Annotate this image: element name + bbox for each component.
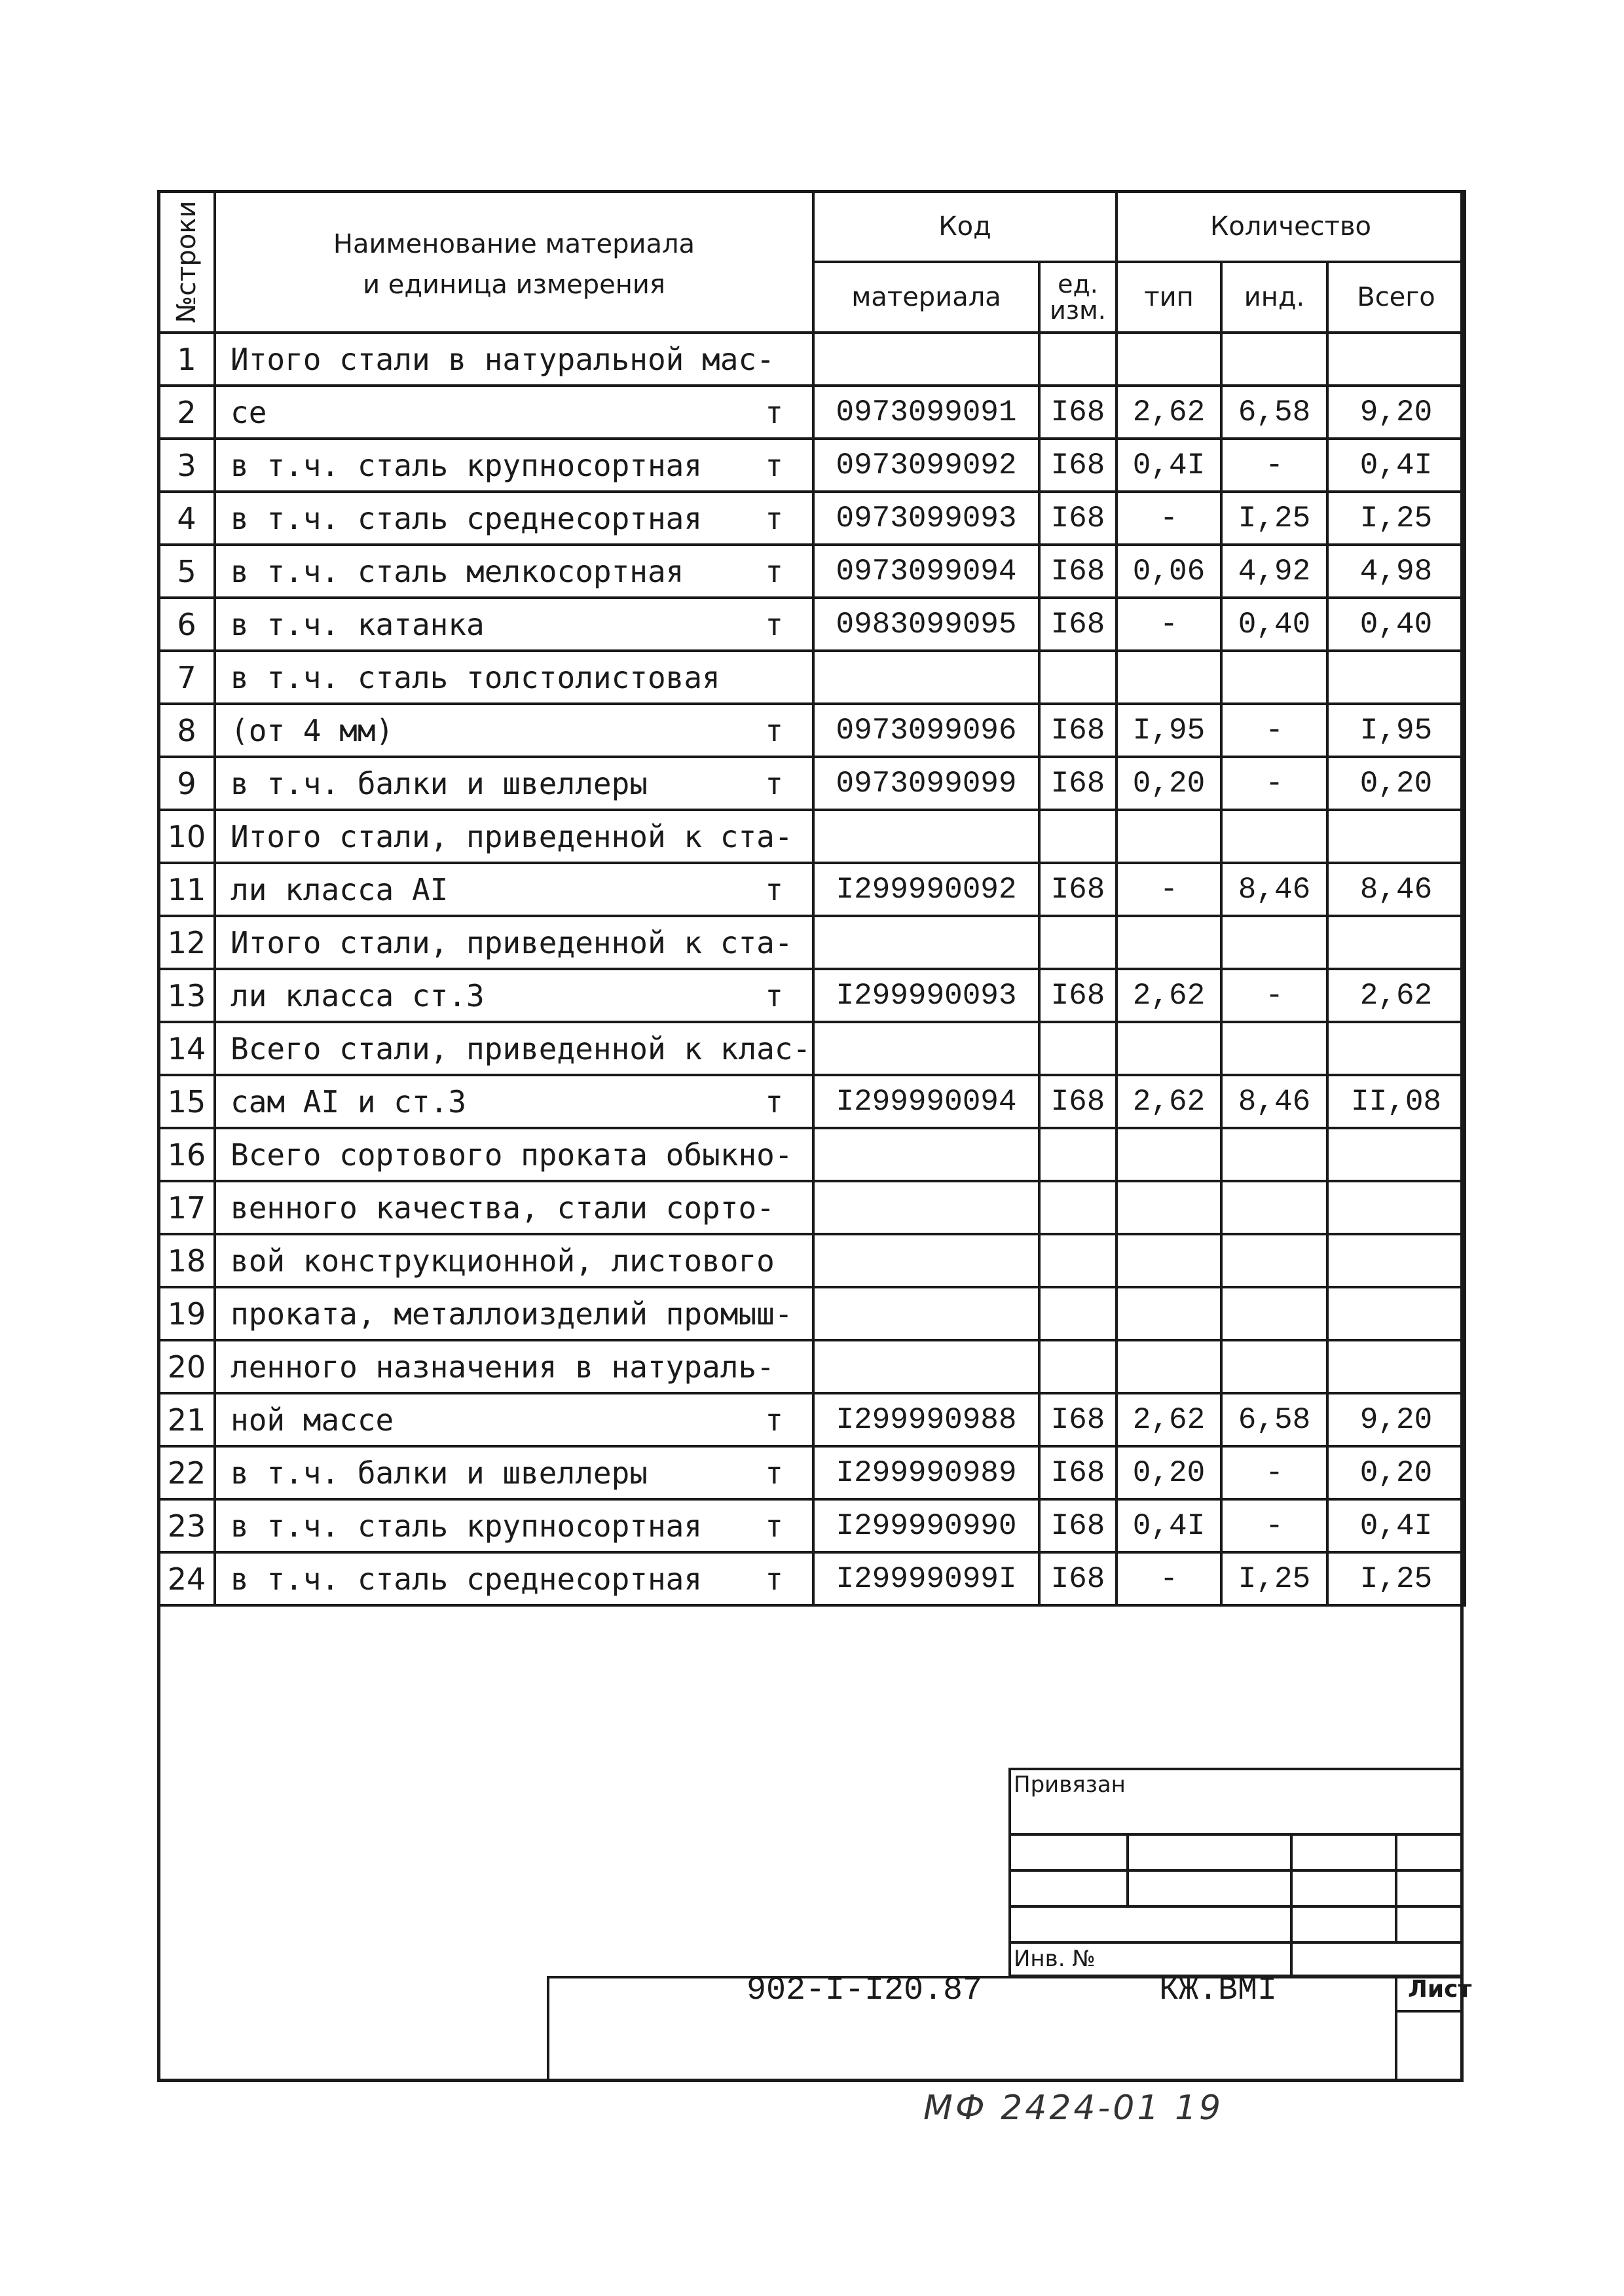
row-material-name xyxy=(215,439,813,492)
row-qty-total: II,08 xyxy=(1327,1075,1465,1128)
title-block-divider xyxy=(1126,1833,1129,1905)
unit-label: т xyxy=(765,712,783,748)
table-row xyxy=(158,969,1465,1022)
row-qty-total: 9,20 xyxy=(1327,386,1465,439)
unit-label: т xyxy=(765,606,783,642)
row-qty-type: 2,62 xyxy=(1116,969,1221,1022)
row-material-code xyxy=(813,1287,1039,1340)
table-row xyxy=(158,386,1465,439)
row-qty-type: 2,62 xyxy=(1116,1075,1221,1128)
material-label: в т.ч. сталь толстолистовая xyxy=(231,659,720,695)
row-material-code: I299990093 xyxy=(813,969,1039,1022)
material-label: Всего сортового проката обыкно- xyxy=(231,1137,793,1173)
row-material-code: I299990094 xyxy=(813,1075,1039,1128)
row-qty-total: I,95 xyxy=(1327,704,1465,757)
title-block-divider xyxy=(1290,1833,1293,1977)
row-unit-code xyxy=(1039,1287,1116,1340)
row-material-name xyxy=(215,651,813,704)
row-number: 24 xyxy=(158,1552,215,1605)
material-label: в т.ч. сталь среднесортная xyxy=(231,1561,703,1597)
material-label: в т.ч. катанка xyxy=(231,606,485,642)
row-qty-ind: - xyxy=(1221,704,1327,757)
row-qty-type xyxy=(1116,916,1221,969)
row-number: 14 xyxy=(158,1022,215,1075)
row-material-code: I299990092 xyxy=(813,863,1039,916)
row-unit-code xyxy=(1039,1022,1116,1075)
material-label: в т.ч. сталь среднесортная xyxy=(231,500,703,536)
material-label: проката, металлоизделий промыш- xyxy=(231,1296,793,1332)
header-qty-type: тип xyxy=(1116,262,1221,333)
unit-label: т xyxy=(765,1455,783,1491)
row-number: 15 xyxy=(158,1075,215,1128)
row-number: 12 xyxy=(158,916,215,969)
row-material-name xyxy=(215,492,813,545)
row-qty-ind: I,25 xyxy=(1221,1552,1327,1605)
row-qty-total: 0,20 xyxy=(1327,757,1465,810)
material-label: в т.ч. сталь мелкосортная xyxy=(231,553,684,589)
row-number: 20 xyxy=(158,1340,215,1393)
row-material-code xyxy=(813,333,1039,386)
header-code: Код xyxy=(813,191,1116,262)
table-row xyxy=(158,1234,1465,1287)
unit-label: т xyxy=(765,1402,783,1438)
row-material-name xyxy=(215,1022,813,1075)
row-qty-total xyxy=(1327,651,1465,704)
table-row xyxy=(158,1287,1465,1340)
row-qty-ind: 4,92 xyxy=(1221,545,1327,598)
row-unit-code: I68 xyxy=(1039,1075,1116,1128)
row-qty-type xyxy=(1116,1287,1221,1340)
row-qty-total: 0,20 xyxy=(1327,1446,1465,1499)
header-row-number: №строки xyxy=(158,191,215,333)
row-material-code: 0973099099 xyxy=(813,757,1039,810)
document-code: 902-I-I20.87 xyxy=(747,1972,983,2009)
row-material-code xyxy=(813,1128,1039,1181)
material-label: ленного назначения в натураль- xyxy=(231,1349,775,1385)
row-qty-type: - xyxy=(1116,598,1221,651)
row-qty-ind: 6,58 xyxy=(1221,386,1327,439)
row-material-name xyxy=(215,333,813,386)
row-qty-ind: - xyxy=(1221,1446,1327,1499)
row-unit-code xyxy=(1039,1128,1116,1181)
row-material-name xyxy=(215,598,813,651)
row-material-code: 0973099093 xyxy=(813,492,1039,545)
table-row xyxy=(158,1128,1465,1181)
row-unit-code xyxy=(1039,333,1116,386)
row-unit-code: I68 xyxy=(1039,1393,1116,1446)
row-qty-ind xyxy=(1221,1128,1327,1181)
row-qty-total: 8,46 xyxy=(1327,863,1465,916)
row-material-name xyxy=(215,1340,813,1393)
row-material-name xyxy=(215,1234,813,1287)
row-qty-total: I,25 xyxy=(1327,1552,1465,1605)
row-material-name xyxy=(215,1552,813,1605)
row-qty-ind: 8,46 xyxy=(1221,863,1327,916)
inv-label: Инв. № xyxy=(1014,1946,1096,1972)
row-number: 3 xyxy=(158,439,215,492)
row-qty-type: 2,62 xyxy=(1116,1393,1221,1446)
row-qty-total xyxy=(1327,1128,1465,1181)
row-qty-total xyxy=(1327,1234,1465,1287)
row-material-code: I299990990 xyxy=(813,1499,1039,1552)
header-quantity: Количество xyxy=(1116,191,1465,262)
row-unit-code xyxy=(1039,1340,1116,1393)
row-unit-code: I68 xyxy=(1039,757,1116,810)
header-name-line2: и единица измерения xyxy=(363,270,665,300)
title-block-main xyxy=(547,1976,1464,2082)
row-number: 9 xyxy=(158,757,215,810)
row-qty-type: 2,62 xyxy=(1116,386,1221,439)
row-material-code xyxy=(813,1234,1039,1287)
unit-label: т xyxy=(765,1508,783,1544)
row-qty-type: 0,20 xyxy=(1116,757,1221,810)
row-number: 2 xyxy=(158,386,215,439)
row-material-name xyxy=(215,1499,813,1552)
row-number: 7 xyxy=(158,651,215,704)
material-label: вой конструкционной, листового xyxy=(231,1243,775,1279)
row-qty-ind: 8,46 xyxy=(1221,1075,1327,1128)
title-block-line xyxy=(1008,1941,1464,1944)
row-qty-total xyxy=(1327,1022,1465,1075)
row-qty-type xyxy=(1116,1340,1221,1393)
header-qty-ind: инд. xyxy=(1221,262,1327,333)
row-unit-code: I68 xyxy=(1039,545,1116,598)
row-qty-total xyxy=(1327,1287,1465,1340)
table-row xyxy=(158,439,1465,492)
row-material-name xyxy=(215,1287,813,1340)
table-row xyxy=(158,863,1465,916)
table-row xyxy=(158,916,1465,969)
row-material-name xyxy=(215,704,813,757)
sheet-cell-line xyxy=(1395,2010,1464,2013)
row-material-code xyxy=(813,1022,1039,1075)
row-qty-type: 0,4I xyxy=(1116,1499,1221,1552)
sheet-label: Лист xyxy=(1408,1976,1472,2003)
row-material-code xyxy=(813,1340,1039,1393)
material-label: в т.ч. сталь крупносортная xyxy=(231,447,703,483)
row-qty-ind: - xyxy=(1221,439,1327,492)
row-qty-ind: - xyxy=(1221,757,1327,810)
table-row xyxy=(158,545,1465,598)
row-unit-code xyxy=(1039,651,1116,704)
material-label: сам АI и ст.3 xyxy=(231,1084,467,1120)
row-unit-code: I68 xyxy=(1039,969,1116,1022)
row-material-code xyxy=(813,651,1039,704)
table-row xyxy=(158,1499,1465,1552)
row-material-code: 0973099091 xyxy=(813,386,1039,439)
table-row xyxy=(158,757,1465,810)
row-unit-code xyxy=(1039,810,1116,863)
header-name-line1: Наименование материала xyxy=(333,229,695,259)
unit-label: т xyxy=(765,871,783,907)
table-row xyxy=(158,1393,1465,1446)
row-qty-ind xyxy=(1221,1181,1327,1234)
row-qty-total xyxy=(1327,916,1465,969)
table-row xyxy=(158,1446,1465,1499)
row-qty-total xyxy=(1327,1181,1465,1234)
row-qty-ind: - xyxy=(1221,969,1327,1022)
row-material-name xyxy=(215,757,813,810)
row-material-code: I299990989 xyxy=(813,1446,1039,1499)
row-material-name xyxy=(215,1446,813,1499)
unit-label: т xyxy=(765,765,783,801)
row-qty-total: 2,62 xyxy=(1327,969,1465,1022)
row-unit-code xyxy=(1039,916,1116,969)
row-qty-ind xyxy=(1221,1234,1327,1287)
material-label: ли класса АI xyxy=(231,871,449,907)
table-row xyxy=(158,1075,1465,1128)
tied-label: Привязан xyxy=(1014,1772,1126,1798)
table-row xyxy=(158,333,1465,386)
row-material-code xyxy=(813,1181,1039,1234)
unit-label: т xyxy=(765,1084,783,1120)
material-label: венного качества, стали сорто- xyxy=(231,1190,775,1226)
row-qty-type xyxy=(1116,651,1221,704)
row-qty-type: I,95 xyxy=(1116,704,1221,757)
header-code-material: материала xyxy=(813,262,1039,333)
row-qty-ind xyxy=(1221,333,1327,386)
unit-label: т xyxy=(765,1561,783,1597)
row-qty-type xyxy=(1116,1181,1221,1234)
materials-table xyxy=(157,190,1466,1607)
row-material-code: 0983099095 xyxy=(813,598,1039,651)
row-qty-total: 0,4I xyxy=(1327,1499,1465,1552)
row-material-name xyxy=(215,810,813,863)
row-qty-total xyxy=(1327,1340,1465,1393)
sheet-cell-divider xyxy=(1395,1976,1397,2082)
row-qty-ind: - xyxy=(1221,1499,1327,1552)
row-material-name xyxy=(215,1075,813,1128)
row-material-name xyxy=(215,1181,813,1234)
table-row xyxy=(158,810,1465,863)
row-unit-code: I68 xyxy=(1039,492,1116,545)
row-material-name xyxy=(215,916,813,969)
row-unit-code: I68 xyxy=(1039,439,1116,492)
row-qty-type: - xyxy=(1116,492,1221,545)
row-material-name xyxy=(215,1393,813,1446)
unit-label: т xyxy=(765,977,783,1013)
row-qty-total: 0,40 xyxy=(1327,598,1465,651)
row-unit-code: I68 xyxy=(1039,598,1116,651)
row-qty-total: 9,20 xyxy=(1327,1393,1465,1446)
row-material-name xyxy=(215,1128,813,1181)
material-label: в т.ч. балки и швеллеры xyxy=(231,765,648,801)
row-qty-ind xyxy=(1221,651,1327,704)
row-qty-type xyxy=(1116,1234,1221,1287)
material-label: в т.ч. балки и швеллеры xyxy=(231,1455,648,1491)
archive-stamp: МФ 2424-01 19 xyxy=(923,2088,1224,2128)
row-material-code: 0973099092 xyxy=(813,439,1039,492)
material-label: Всего стали, приведенной к клас- xyxy=(231,1030,811,1066)
row-number: 17 xyxy=(158,1181,215,1234)
row-number: 11 xyxy=(158,863,215,916)
title-block-divider xyxy=(1395,1833,1397,1941)
row-unit-code xyxy=(1039,1181,1116,1234)
material-label: в т.ч. сталь крупносортная xyxy=(231,1508,703,1544)
row-material-code: 0973099096 xyxy=(813,704,1039,757)
row-number: 23 xyxy=(158,1499,215,1552)
row-qty-type: 0,06 xyxy=(1116,545,1221,598)
unit-label: т xyxy=(765,447,783,483)
row-unit-code: I68 xyxy=(1039,863,1116,916)
row-material-code xyxy=(813,916,1039,969)
row-unit-code: I68 xyxy=(1039,1552,1116,1605)
row-material-name xyxy=(215,969,813,1022)
row-qty-ind: 0,40 xyxy=(1221,598,1327,651)
row-number: 10 xyxy=(158,810,215,863)
material-label: (от 4 мм) xyxy=(231,712,394,748)
row-number: 4 xyxy=(158,492,215,545)
row-material-code: 0973099094 xyxy=(813,545,1039,598)
row-unit-code: I68 xyxy=(1039,1446,1116,1499)
row-qty-type xyxy=(1116,1128,1221,1181)
row-qty-type: - xyxy=(1116,1552,1221,1605)
row-qty-total: I,25 xyxy=(1327,492,1465,545)
header-qty-total: Всего xyxy=(1327,262,1465,333)
unit-label: т xyxy=(765,553,783,589)
row-material-name xyxy=(215,386,813,439)
row-qty-ind xyxy=(1221,1022,1327,1075)
table-row xyxy=(158,651,1465,704)
table-row xyxy=(158,704,1465,757)
table-row xyxy=(158,598,1465,651)
material-label: Итого стали, приведенной к ста- xyxy=(231,924,793,960)
row-number: 6 xyxy=(158,598,215,651)
row-number: 19 xyxy=(158,1287,215,1340)
row-material-name xyxy=(215,545,813,598)
row-unit-code: I68 xyxy=(1039,704,1116,757)
row-number: 1 xyxy=(158,333,215,386)
material-label: Итого стали, приведенной к ста- xyxy=(231,818,793,854)
table-row xyxy=(158,1340,1465,1393)
row-number: 8 xyxy=(158,704,215,757)
row-qty-type xyxy=(1116,810,1221,863)
unit-label: т xyxy=(765,500,783,536)
row-number: 22 xyxy=(158,1446,215,1499)
material-label: ли класса ст.3 xyxy=(231,977,485,1013)
row-qty-ind xyxy=(1221,1340,1327,1393)
row-number: 5 xyxy=(158,545,215,598)
row-number: 18 xyxy=(158,1234,215,1287)
row-qty-total: 0,4I xyxy=(1327,439,1465,492)
header-unit: ед. изм. xyxy=(1039,262,1116,333)
row-qty-type xyxy=(1116,333,1221,386)
row-qty-type xyxy=(1116,1022,1221,1075)
row-qty-type: 0,4I xyxy=(1116,439,1221,492)
row-qty-ind xyxy=(1221,810,1327,863)
row-material-code xyxy=(813,810,1039,863)
row-qty-type: - xyxy=(1116,863,1221,916)
row-qty-type: 0,20 xyxy=(1116,1446,1221,1499)
row-qty-total: 4,98 xyxy=(1327,545,1465,598)
table-row xyxy=(158,1552,1465,1605)
document-mark: КЖ.ВМI xyxy=(1159,1972,1278,2009)
table-row xyxy=(158,1022,1465,1075)
row-unit-code: I68 xyxy=(1039,1499,1116,1552)
table-row xyxy=(158,492,1465,545)
row-material-code: I299990988 xyxy=(813,1393,1039,1446)
row-unit-code xyxy=(1039,1234,1116,1287)
unit-label: т xyxy=(765,394,783,430)
row-qty-ind xyxy=(1221,916,1327,969)
row-material-name xyxy=(215,863,813,916)
material-label: ной массе xyxy=(231,1402,394,1438)
row-qty-total xyxy=(1327,333,1465,386)
row-material-code: I29999099I xyxy=(813,1552,1039,1605)
table-row xyxy=(158,1181,1465,1234)
material-label: Итого стали в натуральной мас- xyxy=(231,341,775,377)
row-number: 16 xyxy=(158,1128,215,1181)
header-material-name xyxy=(215,191,813,333)
row-number: 13 xyxy=(158,969,215,1022)
row-qty-total xyxy=(1327,810,1465,863)
row-qty-ind: 6,58 xyxy=(1221,1393,1327,1446)
material-label: се xyxy=(231,394,267,430)
row-unit-code: I68 xyxy=(1039,386,1116,439)
row-qty-ind: I,25 xyxy=(1221,492,1327,545)
row-number: 21 xyxy=(158,1393,215,1446)
row-qty-ind xyxy=(1221,1287,1327,1340)
